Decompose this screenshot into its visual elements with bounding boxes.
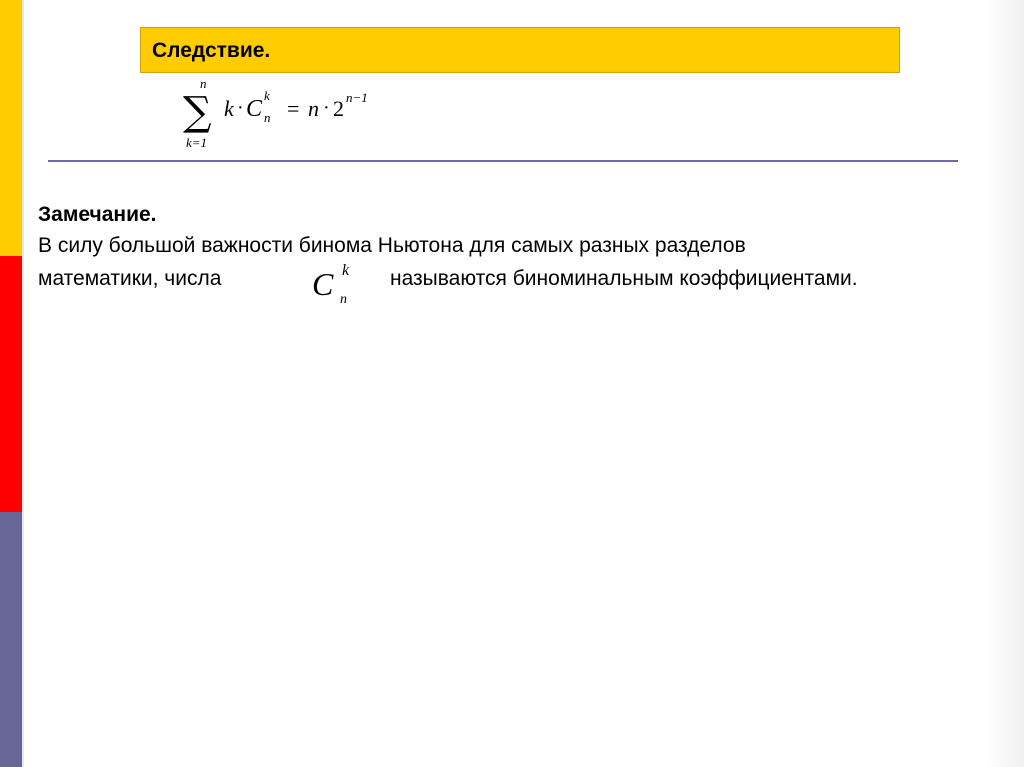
dot-operator-1: · [237,97,244,119]
sum-lower-limit: k=1 [186,135,208,150]
stripe-edge [22,0,24,767]
accent-stripe-red [0,256,22,512]
inline-c-letter: C [312,266,334,302]
accent-stripe-yellow [0,0,22,256]
section-divider [48,160,958,162]
corollary-header-box [140,27,900,73]
term-k: k [224,96,234,121]
sum-upper-limit: n [200,76,207,91]
binomial-c-sub: n [264,110,271,125]
remark-text-line-1: В силу большой важности бинома Ньютона для самых разных разделов [38,234,746,257]
inline-c-sup: k [342,262,350,279]
corollary-formula [180,76,420,152]
inline-c-sub: n [340,292,347,307]
binomial-c: C [246,96,263,122]
term-n: n [308,96,319,121]
remark-title: Замечание. [38,203,157,226]
dot-operator-2: · [323,97,330,119]
power-base: 2 [333,96,344,121]
binomial-c-sup: k [264,88,270,103]
inline-binomial-symbol [308,257,360,307]
power-exponent: n−1 [346,90,368,105]
equals-sign: = [287,96,300,121]
page-edge-shadow [984,0,1024,767]
remark-text-line-2-end: называются биноминальным коэффициентами. [390,267,858,290]
corollary-title: Следствие. [152,39,271,62]
accent-stripe-blue [0,512,22,767]
sum-symbol: ∑ [183,89,212,135]
remark-text-line-2-start: математики, числа [38,267,222,290]
